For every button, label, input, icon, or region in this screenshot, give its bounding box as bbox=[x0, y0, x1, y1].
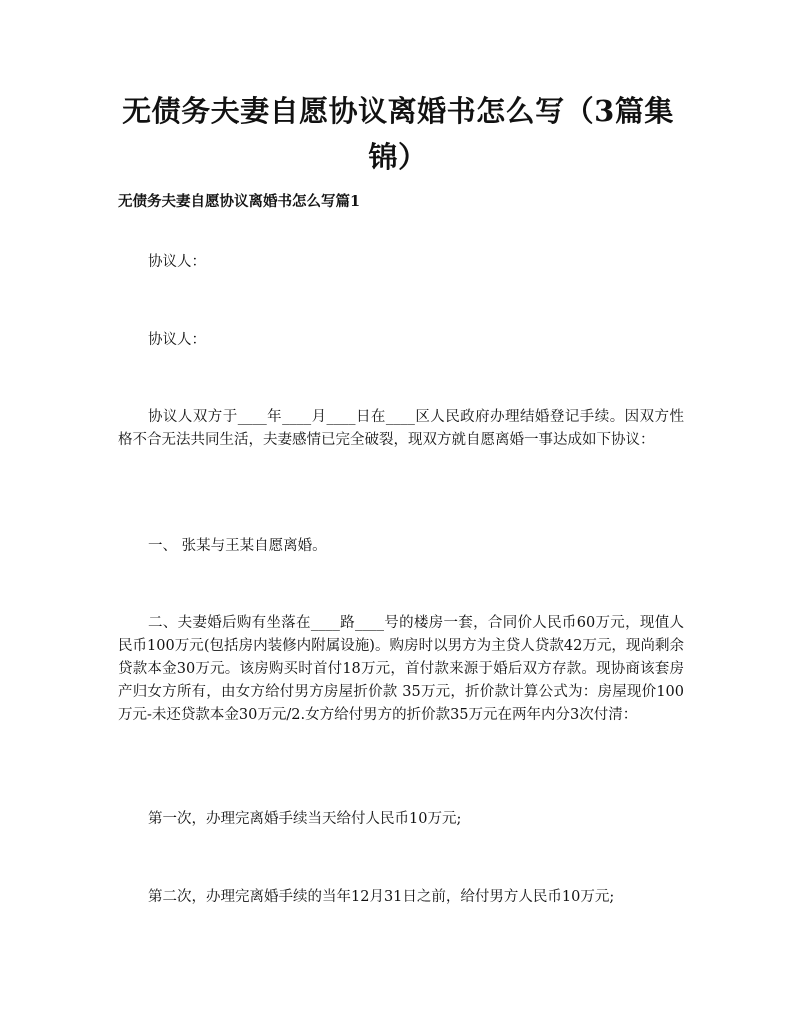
paragraph-clause-1: 一、 张某与王某自愿离婚。 bbox=[148, 538, 327, 554]
paragraph-party-1: 协议人： bbox=[148, 254, 206, 270]
paragraph-payment-1: 第一次，办理完离婚手续当天给付人民币10万元; bbox=[148, 811, 462, 827]
document-title: 无债务夫妻自愿协议离婚书怎么写（3篇集锦） bbox=[122, 94, 674, 174]
paragraph-party-2: 协议人： bbox=[148, 332, 206, 348]
paragraph-clause-2: 二、夫妻婚后购有坐落在____路____号的楼房一套，合同价人民币60万元，现值人民币100万元(包括房内装修内附属设施)。购房时以男方为主贷人贷款42万元，现尚剩余贷款本金30万元。该房购买时首付18万元，首付款来源于婚后双方存款。现协商该套房产归女方所有，由女方给付男方房屋折价款 35万元，折价款计算公式为：房屋现价100万元-未还贷款本金30万元/2.女方给付男方的折价款35万元在两年内分3次付清： bbox=[118, 615, 684, 723]
paragraph-intro: 协议人双方于____年____月____日在____区人民政府办理结婚登记手续。因双方性格不合无法共同生活，夫妻感情已完全破裂，现双方就自愿离婚一事达成如下协议： bbox=[118, 409, 684, 448]
paragraph-payment-2: 第二次，办理完离婚手续的当年12月31日之前，给付男方人民币10万元; bbox=[148, 889, 615, 905]
section-heading: 无债务夫妻自愿协议离婚书怎么写篇1 bbox=[118, 193, 361, 210]
